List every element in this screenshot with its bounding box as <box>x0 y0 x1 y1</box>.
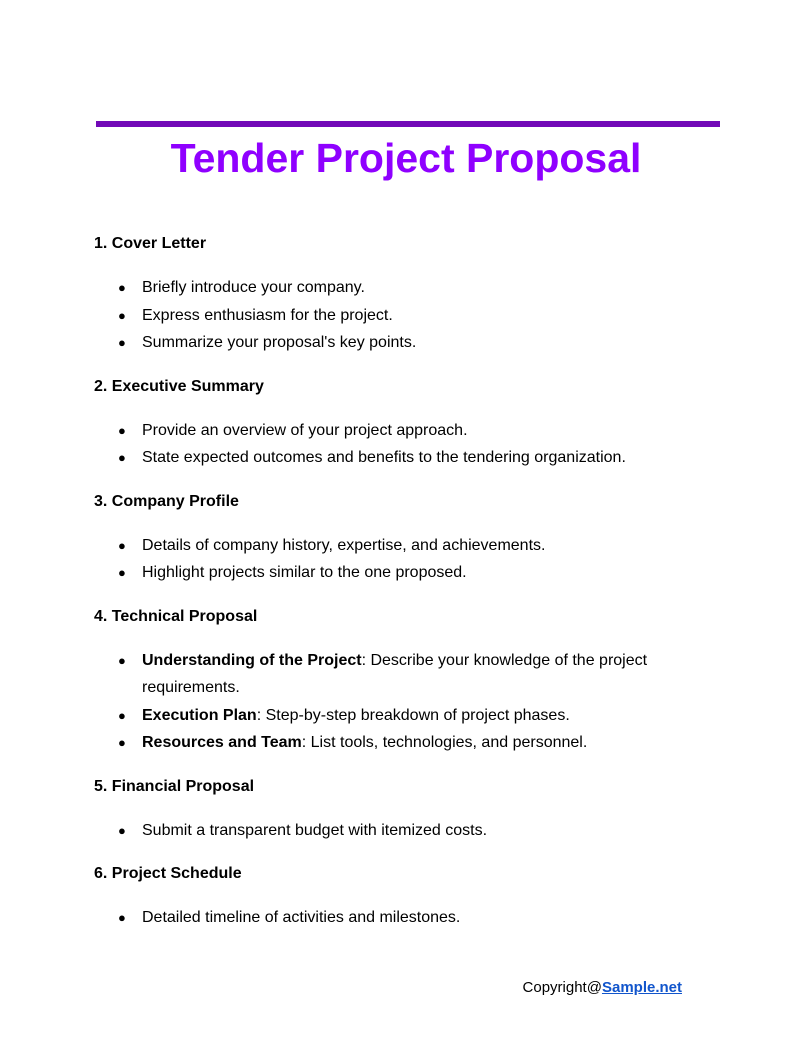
bullet-icon: ● <box>118 565 126 580</box>
bullet-list <box>94 647 694 757</box>
bullet-icon: ● <box>118 307 126 323</box>
list-item: ● Briefly introduce your company. <box>94 274 662 302</box>
bullet-list <box>94 904 694 932</box>
list-item: ● Resources and Team: List tools, technologies, and personnel. <box>94 729 662 757</box>
section-heading: 6. Project Schedule <box>94 865 242 882</box>
section-cover-letter <box>94 232 694 357</box>
list-item: ● Highlight projects similar to the one proposed. <box>94 559 662 587</box>
list-item: ● Provide an overview of your project approach. <box>94 417 662 445</box>
section-technical-proposal <box>94 605 694 757</box>
bullet-icon: ● <box>118 910 126 925</box>
item-term: Resources and Team <box>142 734 302 751</box>
copyright-footer <box>523 978 682 998</box>
section-company-profile <box>94 490 694 587</box>
bullet-icon: ● <box>118 707 126 723</box>
bullet-icon: ● <box>118 335 126 350</box>
list-item: ● Submit a transparent budget with itemized costs. <box>94 817 662 845</box>
item-term: Execution Plan <box>142 706 257 724</box>
bullet-icon: ● <box>118 735 126 750</box>
section-financial-proposal <box>94 775 694 845</box>
bullet-list <box>94 274 694 357</box>
bullet-icon: ● <box>118 652 126 668</box>
document-body <box>94 232 694 932</box>
list-item: ● State expected outcomes and benefits to the tendering organization. <box>94 444 662 472</box>
section-heading: 2. Executive Summary <box>94 377 264 395</box>
bullet-icon: ● <box>118 537 126 553</box>
item-term: Understanding of the Project <box>142 651 362 669</box>
section-heading: 4. Technical Proposal <box>94 607 258 625</box>
list-item: ● Detailed timeline of activities and milestones. <box>94 904 662 932</box>
bullet-icon: ● <box>118 422 126 438</box>
list-item: ● Summarize your proposal's key points. <box>94 329 662 357</box>
section-heading: 3. Company Profile <box>94 492 239 510</box>
bullet-icon: ● <box>118 822 126 838</box>
bullet-list <box>94 532 694 587</box>
section-project-schedule <box>94 862 694 932</box>
list-item: ● Express enthusiasm for the project. <box>94 302 662 330</box>
list-item: ● Details of company history, expertise, and achievements. <box>94 532 662 560</box>
list-item: ● Execution Plan: Step-by-step breakdown of project phases. <box>94 702 662 730</box>
list-item: ● Understanding of the Project: Describe your knowledge of the project requirements. <box>94 647 662 702</box>
bullet-list <box>94 817 694 845</box>
page-title: Tender Project Proposal <box>170 135 642 181</box>
section-heading: 1. Cover Letter <box>94 235 207 252</box>
bullet-list <box>94 417 694 472</box>
bullet-icon: ● <box>118 280 126 295</box>
sample-net-link[interactable]: Sample.net <box>601 979 682 996</box>
section-heading: 5. Financial Proposal <box>94 777 255 795</box>
copyright-text: Copyright@ <box>522 979 602 996</box>
bullet-icon: ● <box>118 450 126 465</box>
section-executive-summary <box>94 375 694 472</box>
title-rule <box>96 121 720 127</box>
